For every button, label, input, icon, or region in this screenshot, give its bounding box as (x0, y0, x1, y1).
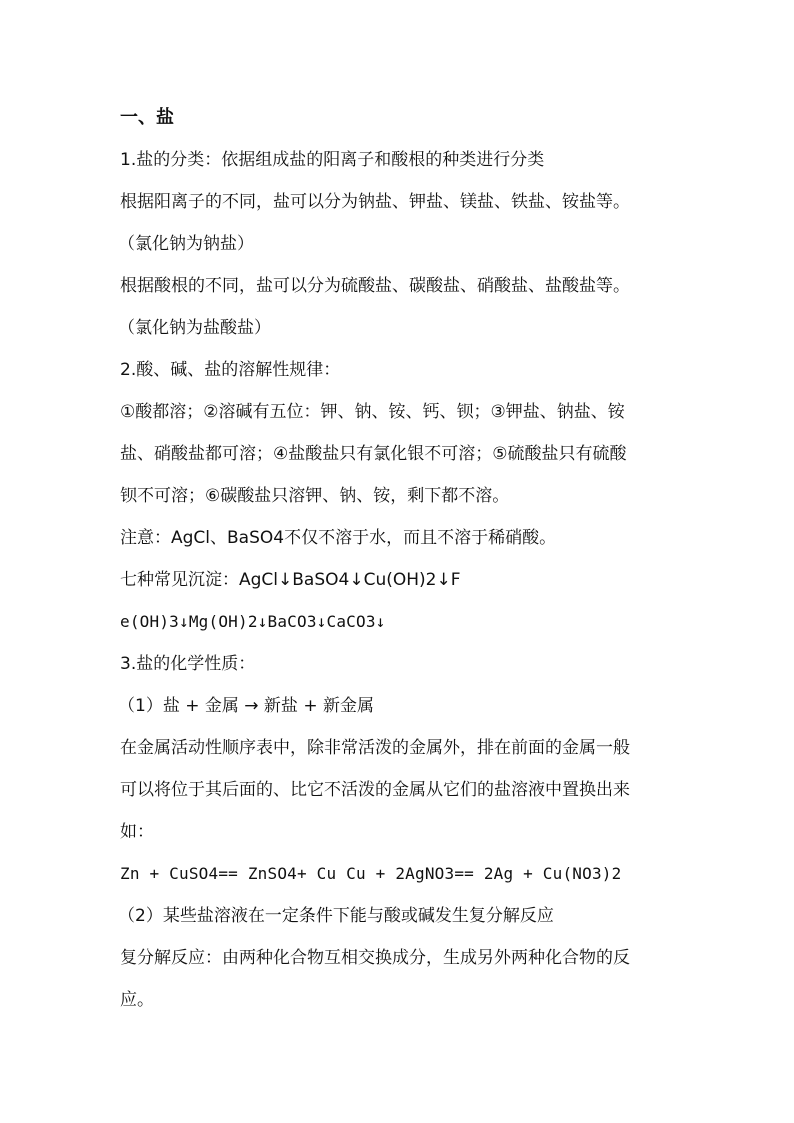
paragraph-line: 复分解反应：由两种化合物互相交换成分，生成另外两种化合物的反 (120, 948, 630, 968)
paragraph-line: （氯化钠为钠盐） (118, 234, 254, 254)
paragraph-line: 注意：AgCl、BaSO4不仅不溶于水，而且不溶于稀硝酸。 (120, 528, 557, 548)
paragraph-line: （1）盐 + 金属 → 新盐 + 新金属 (118, 696, 374, 716)
paragraph-line: 可以将位于其后面的、比它不活泼的金属从它们的盐溶液中置换出来 (120, 780, 630, 800)
paragraph-line: ①酸都溶；②溶碱有五位：钾、钠、铵、钙、钡；③钾盐、钠盐、铵 (120, 402, 625, 422)
equation-line: Zn + CuSO4== ZnSO4+ Cu Cu + 2AgNO3== 2Ag + Cu(NO3)2 (120, 864, 622, 883)
paragraph-line: 如： (120, 822, 154, 842)
paragraph-line: 根据酸根的不同，盐可以分为硫酸盐、碳酸盐、硝酸盐、盐酸盐等。 (120, 276, 630, 296)
paragraph-line: 3.盐的化学性质： (120, 654, 256, 674)
paragraph-line: 2.酸、碱、盐的溶解性规律： (120, 360, 341, 380)
paragraph-line: 钡不可溶；⑥碳酸盐只溶钾、钠、铵，剩下都不溶。 (120, 486, 510, 506)
paragraph-line: （2）某些盐溶液在一定条件下能与酸或碱发生复分解反应 (118, 906, 554, 926)
section-heading: 一、盐 (120, 107, 174, 128)
paragraph-line: 应。 (120, 990, 154, 1010)
paragraph-line: 根据阳离子的不同，盐可以分为钠盐、钾盐、镁盐、铁盐、铵盐等。 (120, 192, 630, 212)
paragraph-line: （氯化钠为盐酸盐） (118, 318, 271, 338)
paragraph-line: 盐、硝酸盐都可溶；④盐酸盐只有氯化银不可溶；⑤硫酸盐只有硫酸 (120, 444, 627, 464)
paragraph-line: 七种常见沉淀：AgCl↓BaSO4↓Cu(OH)2↓F (120, 570, 461, 590)
paragraph-line: 1.盐的分类：依据组成盐的阳离子和酸根的种类进行分类 (120, 150, 545, 170)
paragraph-line: e(OH)3↓Mg(OH)2↓BaCO3↓CaCO3↓ (120, 612, 386, 631)
paragraph-line: 在金属活动性顺序表中，除非常活泼的金属外，排在前面的金属一般 (120, 738, 630, 758)
